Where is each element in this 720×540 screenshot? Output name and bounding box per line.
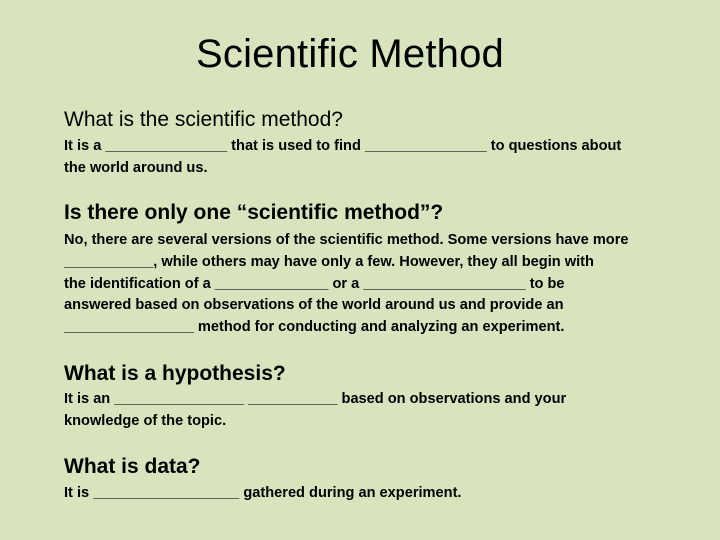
slide-title: Scientific Method — [196, 32, 504, 76]
answer-line: the world around us. — [64, 159, 208, 176]
question-data: What is data? — [64, 455, 201, 478]
answer-line: It is a _______________ that is used to find _______________ to questions about — [64, 138, 622, 154]
answer-line: It is an ________________ ___________ based on observations and your — [64, 391, 567, 407]
answer-line: answered based on observations of the world around us and provide an — [64, 297, 564, 314]
answer-line: knowledge of the topic. — [64, 412, 227, 429]
answer-line: It is __________________ gathered during an experiment. — [64, 485, 462, 501]
answer-line: ___________, while others may have only a few. However, they all begin with — [64, 253, 594, 270]
answer-hypothesis — [64, 389, 704, 433]
question-scientific-method: What is the scientific method? — [64, 108, 343, 131]
answer-only-one-method — [64, 230, 704, 339]
question-hypothesis: What is a hypothesis? — [64, 362, 286, 385]
answer-data — [64, 483, 704, 505]
answer-line: ________________ method for conducting and analyzing an experiment. — [64, 319, 565, 336]
question-only-one-method: Is there only one “scientific method”? — [64, 201, 444, 224]
answer-line: No, there are several versions of the scientific method. Some versions have more — [64, 232, 629, 248]
answer-line: the identification of a ______________ or a ____________________ to be — [64, 275, 565, 292]
answer-scientific-method — [64, 136, 704, 180]
